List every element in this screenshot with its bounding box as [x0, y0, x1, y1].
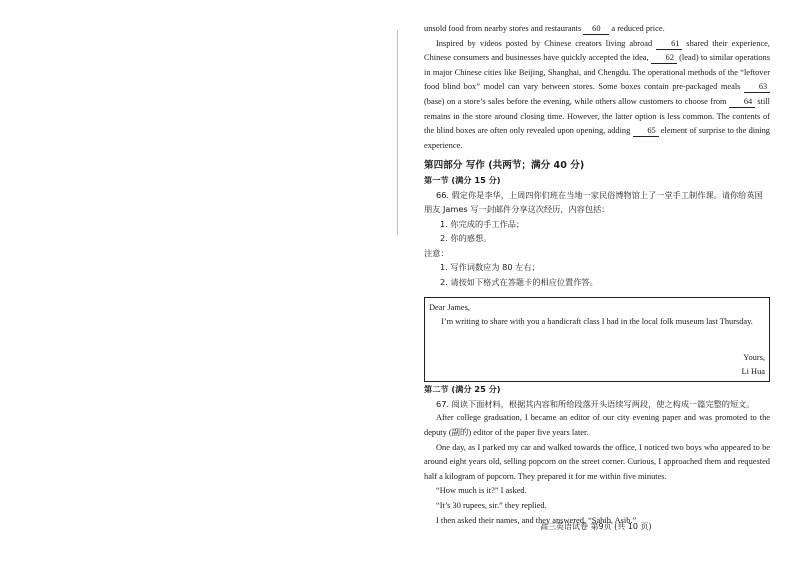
letter-closing: Yours,	[743, 353, 765, 363]
story-paragraph: “It’s 30 rupees, sir.” they replied.	[436, 500, 547, 510]
story-paragraph: “How much is it?” I asked.	[436, 486, 527, 496]
blank-65: 65	[633, 126, 659, 137]
page-footer: 高三英语试卷 第9页 (共 10 页)	[540, 522, 652, 531]
writing-part-title: 第四部分 写作 (共两节；满分 40 分)	[424, 160, 585, 172]
note-1: 1. 写作词数应为 80 左右；	[440, 262, 540, 273]
letter-signoff	[742, 351, 766, 379]
blank-63: 63	[744, 82, 770, 93]
blank-62: 62	[651, 53, 677, 64]
blank-61: 61	[656, 39, 682, 50]
reading-paragraph-end: unsold food from nearby stores and restaurants 60 a reduced price.	[424, 24, 665, 33]
content-point-1: 1. 你完成的手工作品；	[440, 218, 525, 229]
story-paragraph: After college graduation, I became an editor of our city evening paper and was promoted to the deputy (副的) editor of the paper five years later.	[424, 413, 770, 437]
letter-greeting: Dear James,	[429, 303, 470, 313]
letter-opening: I’m writing to share with you a handicraft class I had in the local folk museum last Thursday.	[441, 317, 753, 327]
section-1-title: 第一节 (满分 15 分)	[424, 175, 501, 186]
question-67-prompt: 67. 阅读下面材料，根据其内容和所给段落开头语续写两段，使之构成一篇完整的短文。	[436, 398, 755, 409]
letter-template-box	[424, 297, 770, 382]
blank-64: 64	[729, 97, 755, 108]
fold-line	[397, 30, 398, 235]
reading-paragraph-2: Inspired by videos posted by Chinese creators living abroad 61 shared their experience, Chinese consumers and businesses have quickly accepted the idea, 62 (lead) to similar operations in major Chinese cities like Beijing, Shanghai, and Chengdu. The operational methods of the “leftover food blind box” model can vary between stores. Some boxes contain pre-packaged meals 63 (base) on a store’s sales before the evening, while others allow customers to choose from 64 still remains in the store around closing time. However, the latter option is less common. The contents of the blind boxes are often only revealed upon opening, adding 65 element of surprise to the dining experience.	[424, 38, 770, 150]
story-paragraph: I then asked their names, and they answered, “Sahib, Asib.”	[436, 515, 637, 525]
story-paragraph: One day, as I parked my car and walked towards the office, I noticed two boys who appeared to be around eight years old, selling popcorn on the street corner. Curious, I approached them and requested half a kilogram of popcorn. They prepared it for me within five minutes.	[424, 442, 770, 481]
section-2-title: 第二节 (满分 25 分)	[424, 384, 501, 395]
notes-label: 注意：	[424, 247, 449, 258]
note-2: 2. 请按如下格式在答题卡的相应位置作答。	[440, 276, 598, 287]
question-66-prompt: 66. 假定你是李华，上周四你们班在当地一家民俗博物馆上了一堂手工制作课。请你给英国朋友 James 写一封邮件分享这次经历，内容包括：	[424, 189, 763, 215]
letter-signature: Li Hua	[741, 367, 765, 377]
content-point-2: 2. 你的感想。	[440, 233, 492, 244]
blank-60: 60	[583, 24, 609, 35]
page-content	[424, 22, 770, 528]
